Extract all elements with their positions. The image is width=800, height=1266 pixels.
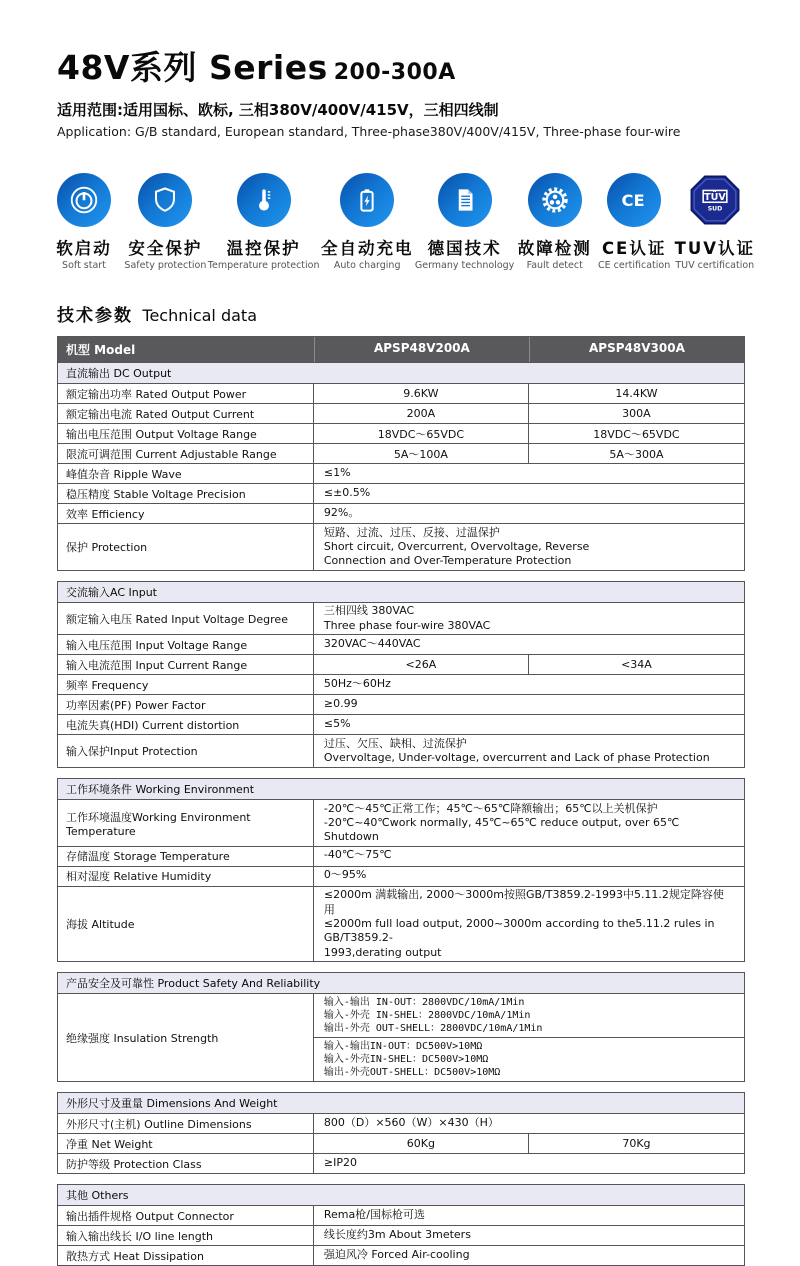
cell-line: ≥0.99 xyxy=(323,696,358,710)
feature-gear xyxy=(516,173,594,271)
table-row xyxy=(58,734,744,767)
row-value xyxy=(314,635,744,654)
technical-data-heading xyxy=(57,301,800,326)
row-value: 14.4KW xyxy=(615,387,658,400)
section-header-row: 其他 Others xyxy=(58,1185,744,1205)
table-row xyxy=(58,403,744,423)
tuv-icon xyxy=(688,173,742,227)
cell-line: 线长度约3m About 3meters xyxy=(323,1227,471,1241)
row-value xyxy=(314,1114,744,1133)
cell-line: 短路、过流、过压、反接、过温保护 xyxy=(323,525,500,539)
feature-document xyxy=(415,173,514,271)
feature-label-cn: CE认证 xyxy=(601,239,667,258)
cell-line: 1993,derating output xyxy=(323,945,442,959)
table-row xyxy=(58,463,744,483)
cell-line: 输入-输出 IN-OUT：2800VDC/10mA/1Min xyxy=(323,997,525,1009)
section-header-row: 工作环境条件 Working Environment xyxy=(58,779,744,799)
row-label: 保护 Protection xyxy=(58,524,314,570)
application-line-en: Application: G/B standard, European standard, Three-phase380V/400V/415V, Three-phase four-wire xyxy=(57,124,681,139)
row-label: 额定输出功率 Rated Output Power xyxy=(58,384,314,403)
cell-line: 输入-外壳IN-SHEL：DC500V>10MΩ xyxy=(323,1054,489,1066)
feature-label-en: Auto charging xyxy=(333,260,401,271)
row-value xyxy=(314,695,744,714)
feature-label-en: TUV certification xyxy=(675,260,755,271)
row-value xyxy=(314,867,744,886)
table-row xyxy=(58,886,744,961)
page-title xyxy=(57,42,800,89)
row-label: 工作环境温度Working Environment Temperature xyxy=(58,800,314,846)
feature-ce xyxy=(595,173,673,271)
feature-badges-row xyxy=(45,173,755,271)
row-value: 18VDC～65VDC xyxy=(314,424,529,443)
table-row xyxy=(58,483,744,503)
cell-line: 320VAC～440VAC xyxy=(323,636,421,650)
row-label: 额定输入电压 Rated Input Voltage Degree xyxy=(58,603,314,635)
feature-label-en: Soft start xyxy=(62,260,106,271)
cell-line: ≤2000m full load output, 2000~3000m according to the5.11.2 rules in GB/T3859.2- xyxy=(323,917,715,945)
row-label: 海拔 Altitude xyxy=(58,887,314,961)
shield-icon xyxy=(138,173,192,227)
row-value xyxy=(314,675,744,694)
row-label: 输入保护Input Protection xyxy=(58,735,314,767)
table-row xyxy=(58,602,744,635)
svg-text:TÜV: TÜV xyxy=(703,192,726,203)
table-row xyxy=(58,674,744,694)
row-label: 存储温度 Storage Temperature xyxy=(58,847,314,866)
cell-line: 92%。 xyxy=(323,505,360,519)
cell-line: -20℃~40℃work normally, 45℃~65℃ reduce output, over 65℃ Shutdown xyxy=(323,815,680,844)
row-label: 净重 Net Weight xyxy=(58,1134,314,1153)
row-label: 功率因素(PF) Power Factor xyxy=(58,695,314,714)
row-value xyxy=(314,735,744,767)
row-label: 绝缘强度 Insulation Strength xyxy=(58,994,314,1081)
table-row xyxy=(58,1205,744,1225)
section-header-row: 直流输出 DC Output xyxy=(58,362,744,383)
row-value xyxy=(314,800,744,846)
row-value: 300A xyxy=(622,407,651,420)
cell-line: 输入-输出IN-OUT：DC500V>10MΩ xyxy=(323,1041,483,1053)
cell-line: 50Hz～60Hz xyxy=(323,676,391,690)
row-value xyxy=(314,1154,744,1173)
table-row xyxy=(58,846,744,866)
cell-line: ≥IP20 xyxy=(323,1155,357,1169)
row-value xyxy=(314,847,744,866)
table-row xyxy=(58,634,744,654)
table-row xyxy=(58,799,744,846)
application-line-cn: 适用范围:适用国标、欧标, 三相380V/400V/415V，三相四线制 xyxy=(57,101,499,119)
cell-line: 0～95% xyxy=(323,868,367,882)
row-label: 稳压精度 Stable Voltage Precision xyxy=(58,484,314,503)
table-row xyxy=(58,1245,744,1265)
table-row xyxy=(58,1225,744,1245)
row-label: 额定输出电流 Rated Output Current xyxy=(58,404,314,423)
stacked-values xyxy=(314,994,744,1081)
feature-label-cn: 故障检测 xyxy=(517,239,592,258)
cell-line: 输入-外壳 IN-SHEL：2800VDC/10mA/1Min xyxy=(323,1010,531,1022)
title-en: Series xyxy=(208,48,328,87)
row-value xyxy=(314,994,744,1037)
spec-table xyxy=(57,1184,745,1266)
cell-line: -40℃～75℃ xyxy=(323,848,392,862)
cell-line: ≤2000m 满载输出, 2000～3000m按照GB/T3859.2-1993中5.11.2规定降容使用 xyxy=(323,888,724,916)
spec-table xyxy=(57,778,745,962)
row-value xyxy=(314,504,744,523)
row-value: 5A～100A xyxy=(314,444,529,463)
row-label: 输出电压范围 Output Voltage Range xyxy=(58,424,314,443)
row-value: 200A xyxy=(314,404,529,423)
feature-thermometer xyxy=(208,173,320,271)
row-value xyxy=(314,484,744,503)
row-value: <34A xyxy=(621,658,652,672)
document-icon xyxy=(438,173,492,227)
row-label: 输出插件规格 Output Connector xyxy=(58,1206,314,1225)
feature-label-en: Germany technology xyxy=(414,260,515,271)
cell-line: ≤5% xyxy=(323,716,351,730)
row-value: 5A～300A xyxy=(609,447,664,461)
model-header-row xyxy=(58,337,744,362)
cell-line: ≤±0.5% xyxy=(323,485,371,499)
model-name-b: APSP48V300A xyxy=(529,337,744,362)
row-value xyxy=(314,887,744,961)
row-value xyxy=(314,1246,744,1265)
table-row xyxy=(58,1133,744,1153)
svg-text:SUD: SUD xyxy=(707,205,723,213)
cell-line: 过压、欠压、缺相、过流保护 xyxy=(323,736,467,750)
cell-line: Rema枪/国标枪可选 xyxy=(323,1207,425,1221)
section-header-row: 外形尺寸及重量 Dimensions And Weight xyxy=(58,1093,744,1113)
spec-tables-container xyxy=(57,336,745,1266)
feature-tuv xyxy=(675,173,755,271)
row-value xyxy=(314,1037,744,1081)
section-header-row: 产品安全及可靠性 Product Safety And Reliability xyxy=(58,973,744,993)
table-row xyxy=(58,1113,744,1133)
ce-icon xyxy=(607,173,661,227)
power-icon xyxy=(57,173,111,227)
row-value xyxy=(314,715,744,734)
technical-data-heading-en: Technical data xyxy=(142,306,257,325)
table-row xyxy=(58,523,744,570)
feature-shield xyxy=(124,173,206,271)
feature-label-en: Temperature protection xyxy=(207,260,320,271)
cell-line: Connection and Over-Temperature Protection xyxy=(323,554,572,568)
row-value xyxy=(314,603,744,635)
row-label: 相对湿度 Relative Humidity xyxy=(58,867,314,886)
row-value: 18VDC～65VDC xyxy=(593,427,680,441)
cell-line: 强迫风冷 Forced Air-cooling xyxy=(323,1247,470,1261)
battery-icon xyxy=(340,173,394,227)
row-label: 效率 Efficiency xyxy=(58,504,314,523)
cell-line: Overvoltage, Under-voltage, overcurrent and Lack of phase Protection xyxy=(323,751,710,765)
cell-line: ≤1% xyxy=(323,465,351,479)
row-label: 散热方式 Heat Dissipation xyxy=(58,1246,314,1265)
table-row xyxy=(58,866,744,886)
feature-label-en: Safety protection xyxy=(124,260,207,271)
feature-label-cn: 温控保护 xyxy=(226,239,301,258)
row-value: 9.6KW xyxy=(314,384,529,403)
row-label: 外形尺寸(主机) Outline Dimensions xyxy=(58,1114,314,1133)
table-row xyxy=(58,714,744,734)
cell-line: 输出-外壳OUT-SHELL：DC500V>10MΩ xyxy=(323,1067,501,1079)
feature-label-cn: 软启动 xyxy=(56,239,112,258)
thermometer-icon xyxy=(237,173,291,227)
spec-table xyxy=(57,1092,745,1174)
row-label: 限流可调范围 Current Adjustable Range xyxy=(58,444,314,463)
table-row xyxy=(58,1153,744,1173)
technical-data-heading-cn: 技术参数 xyxy=(57,306,133,326)
row-label: 防护等级 Protection Class xyxy=(58,1154,314,1173)
feature-battery xyxy=(321,173,414,271)
row-value xyxy=(314,1206,744,1225)
table-row xyxy=(58,993,744,1081)
gear-icon xyxy=(528,173,582,227)
row-value: <26A xyxy=(314,655,529,674)
row-value: 70Kg xyxy=(622,1137,651,1151)
row-value xyxy=(314,1226,744,1245)
feature-label-en: CE certification xyxy=(598,260,671,271)
title-range: 200-300A xyxy=(333,60,456,85)
row-label: 频率 Frequency xyxy=(58,675,314,694)
feature-label-en: Fault detect xyxy=(526,260,583,271)
row-label: 电流失真(HDI) Current distortion xyxy=(58,715,314,734)
table-row xyxy=(58,503,744,523)
cell-line: -20℃～45℃正常工作；45℃～65℃降额输出；65℃以上关机保护 xyxy=(323,801,658,815)
page-header xyxy=(57,42,800,139)
table-row xyxy=(58,423,744,443)
cell-line: Short circuit, Overcurrent, Overvoltage, Reverse xyxy=(323,539,590,553)
row-label: 输入电流范围 Input Current Range xyxy=(58,655,314,674)
spec-table xyxy=(57,581,745,768)
cell-line: 三相四线 380VAC xyxy=(323,604,415,618)
feature-label-cn: 德国技术 xyxy=(427,239,502,258)
row-label: 峰值杂音 Ripple Wave xyxy=(58,464,314,483)
table-row xyxy=(58,654,744,674)
feature-label-cn: 安全保护 xyxy=(128,239,203,258)
row-label: 输入输出线长 I/O line length xyxy=(58,1226,314,1245)
row-value xyxy=(314,524,744,570)
feature-label-cn: TUV认证 xyxy=(674,239,755,258)
section-header-row: 交流输入AC Input xyxy=(58,582,744,602)
title-cn: 48V系列 xyxy=(57,48,197,87)
model-header-label: 机型 Model xyxy=(66,343,136,357)
table-row xyxy=(58,694,744,714)
cell-line: 输出-外壳 OUT-SHELL：2800VDC/10mA/1Min xyxy=(323,1023,543,1035)
cell-line: 800（D）×560（W）×430（H） xyxy=(323,1115,499,1129)
table-row xyxy=(58,443,744,463)
row-label: 输入电压范围 Input Voltage Range xyxy=(58,635,314,654)
spec-table xyxy=(57,336,745,571)
feature-label-cn: 全自动充电 xyxy=(320,239,414,258)
table-row xyxy=(58,383,744,403)
svg-text:CE: CE xyxy=(621,191,645,211)
spec-table xyxy=(57,972,745,1082)
row-value xyxy=(314,464,744,483)
cell-line: Three phase four-wire 380VAC xyxy=(323,618,491,632)
row-value: 60Kg xyxy=(314,1134,529,1153)
feature-power xyxy=(45,173,123,271)
datasheet-page xyxy=(0,42,800,1263)
model-name-a: APSP48V200A xyxy=(314,337,529,362)
